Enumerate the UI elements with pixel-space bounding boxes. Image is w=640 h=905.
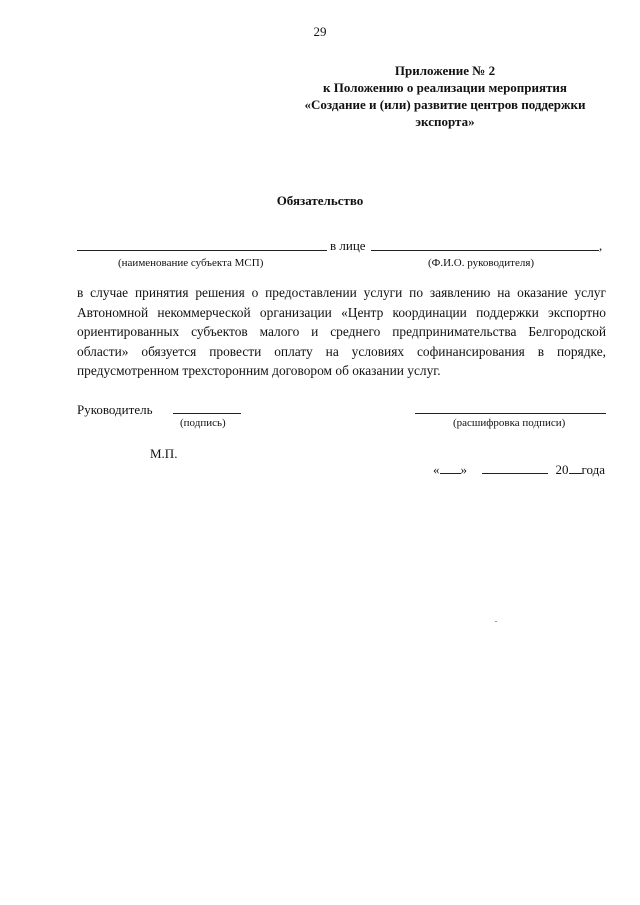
obligation-text: в случае принятия решения о предоставлении услуги по заявлению на оказание услуг Автономной некоммерческой организации «Центр координации поддержки экспортно ориентированных субъектов малого и среднего предпринимательства Белгородской области» обязуется провести оплату на условиях софинансирования в порядке, предусмотренном трехсторонним договором об оказании услуг. <box>77 285 606 378</box>
date-line <box>433 462 605 478</box>
signature-decode-caption: (расшифровка подписи) <box>453 417 566 429</box>
head-name-caption: (Ф.И.О. руководителя) <box>428 257 535 269</box>
head-name-blank <box>371 250 599 251</box>
msp-name-caption: (наименование субъекта МСП) <box>118 257 264 269</box>
appendix-line-2: к Положению о реализации мероприятия <box>323 80 567 95</box>
appendix-line-1: Приложение № 2 <box>394 63 496 78</box>
signature-blank <box>173 413 241 414</box>
document-title: Обязательство <box>276 193 364 208</box>
date-close-quote: » <box>460 462 467 477</box>
year-suffix: года <box>581 462 606 477</box>
head-label: Руководитель <box>77 402 153 417</box>
signature-decode-blank <box>415 413 606 414</box>
year-blank <box>569 473 582 474</box>
day-blank <box>440 473 461 474</box>
comma: , <box>599 238 603 253</box>
msp-name-blank <box>77 250 327 251</box>
date-open-quote: « <box>433 462 440 477</box>
stamp-place: М.П. <box>150 446 178 461</box>
scan-speck <box>495 621 497 622</box>
appendix-line-3: «Создание и (или) развитие центров поддержки <box>304 97 586 112</box>
month-blank <box>482 473 548 474</box>
page-number: 29 <box>313 24 327 39</box>
year-prefix: 20 <box>555 462 569 477</box>
in-person-label: в лице <box>330 238 366 253</box>
appendix-header <box>270 62 620 130</box>
signature-caption: (подпись) <box>180 417 226 429</box>
appendix-line-4: экспорта» <box>415 114 475 129</box>
